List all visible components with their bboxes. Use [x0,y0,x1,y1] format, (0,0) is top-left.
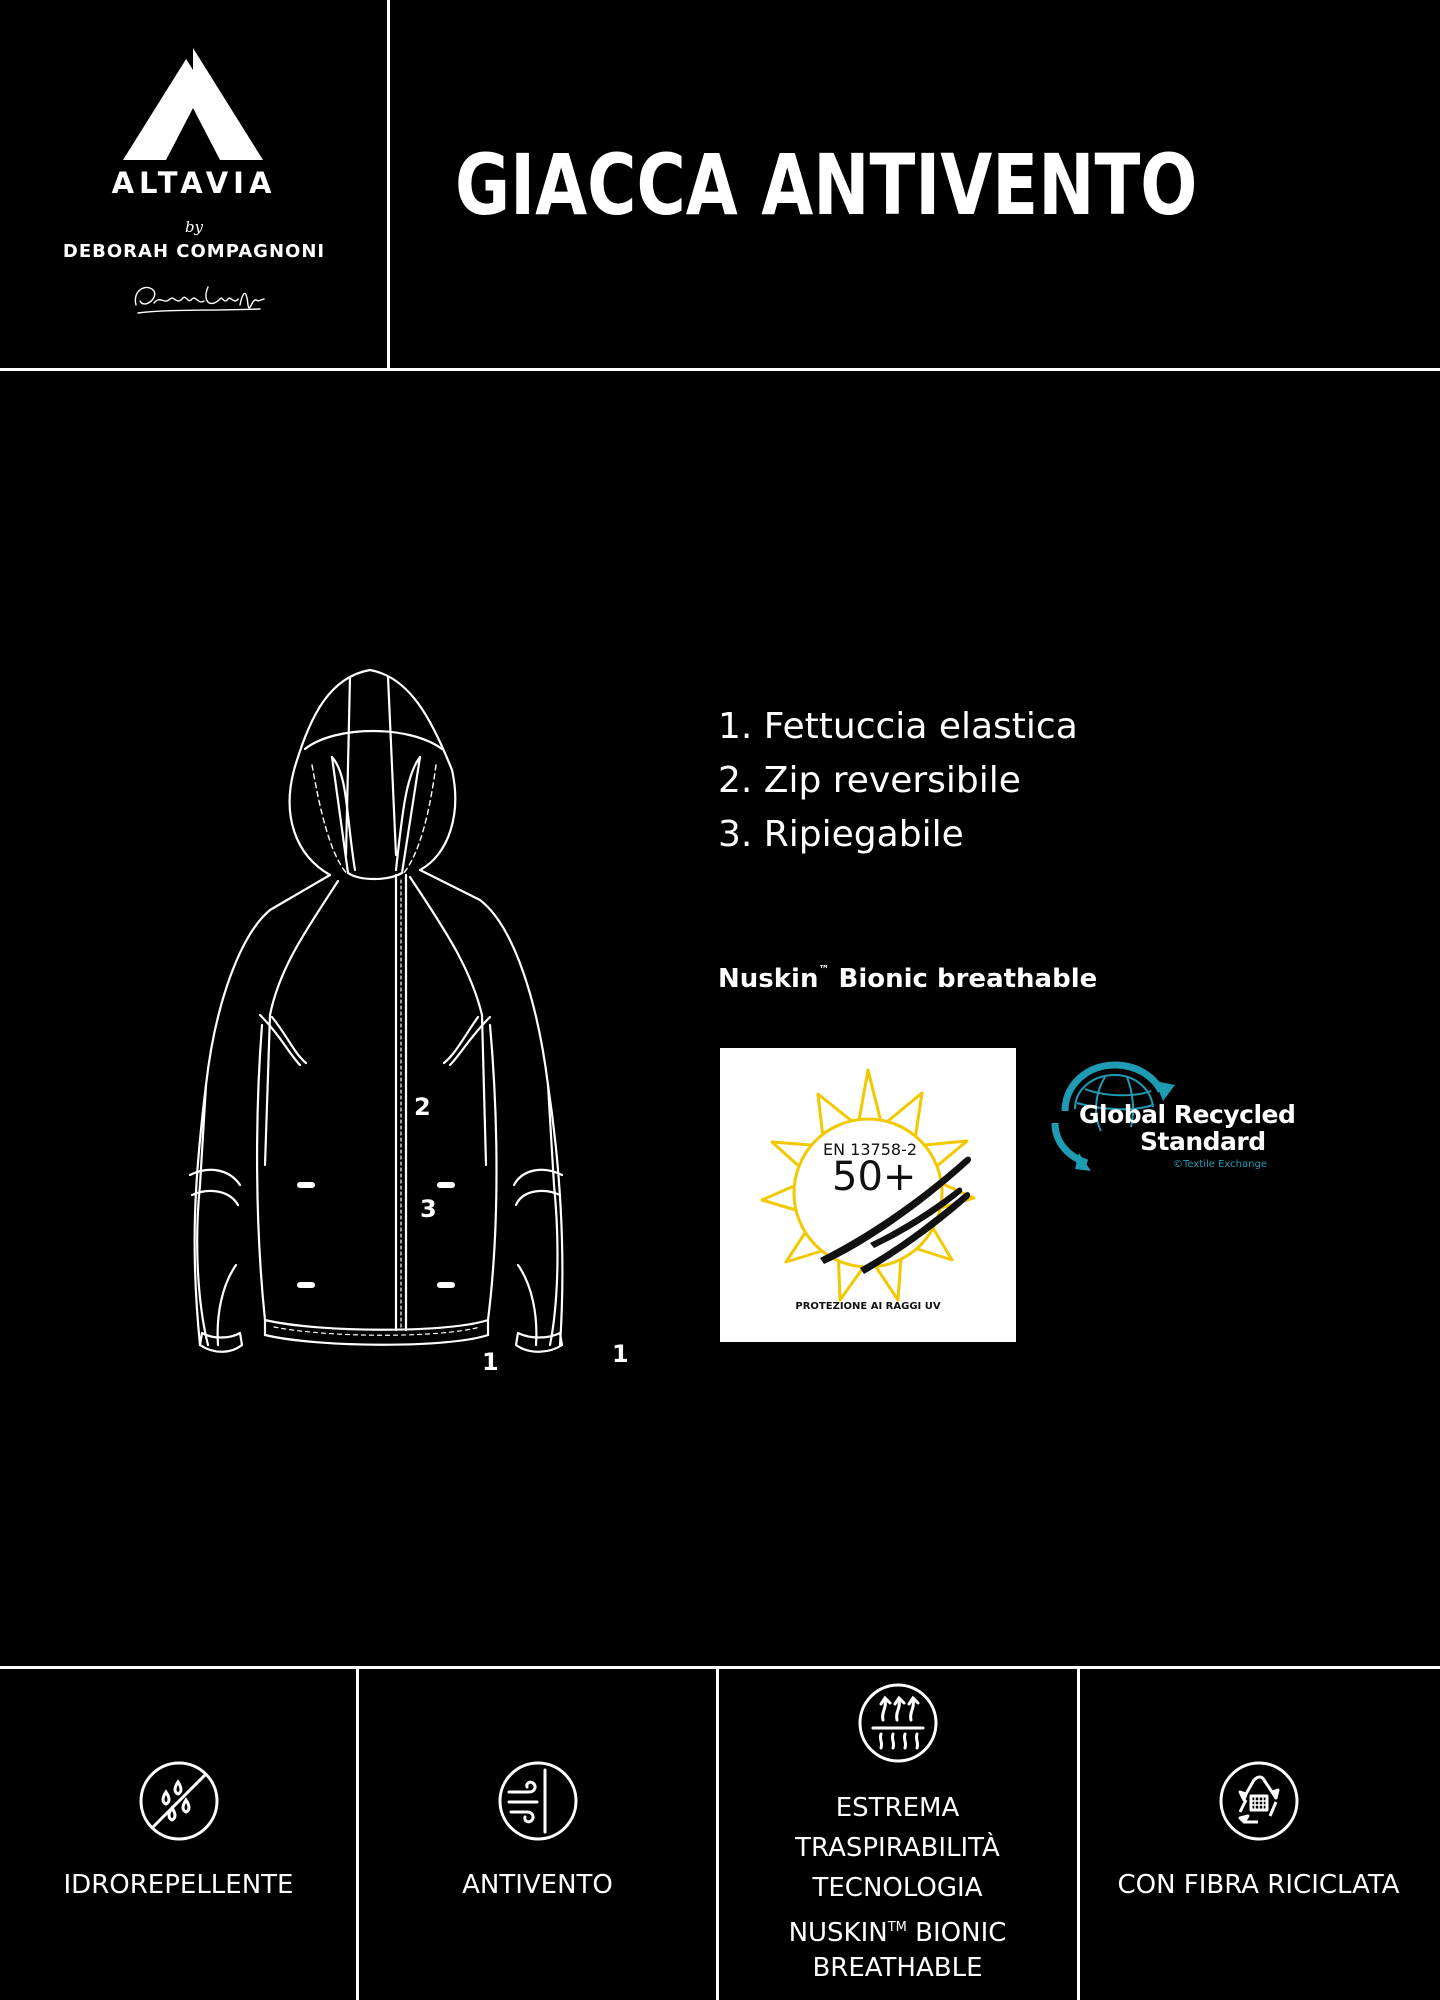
benefit-label-line3: TECNOLOGIA [812,1873,983,1903]
benefits-top-rule [0,1666,1440,1669]
benefit-label-line2: TRASPIRABILITÀ [795,1833,1000,1863]
breathability-icon [857,1682,939,1764]
benefit-label-line1: ESTREMA [835,1793,960,1823]
product-title: GIACCA ANTIVENTO [455,136,1198,234]
benefit-label-tm: TM [887,1920,907,1935]
recycle-icon [1218,1760,1300,1842]
benefit-water-repellent [0,1670,357,2000]
benefit-label: IDROREPELLENTE [63,1870,294,1900]
benefit-label-line5: BREATHABLE [812,1953,983,1983]
grs-line1: Global Recycled [1079,1100,1296,1129]
benefit-label-line4 [719,1908,1076,1953]
feature-elastic-tape: 1. Fettuccia elastica [718,706,1078,747]
uv-caption: PROTEZIONE AI RAGGI UV [795,1301,941,1312]
benefit-recycled-fiber [1080,1670,1437,2000]
benefit-windproof [359,1670,716,2000]
header-divider [387,0,390,370]
grs-logo [1035,1045,1295,1185]
benefit-label: CON FIBRA RICICLATA [1117,1870,1400,1900]
wind-icon [497,1760,579,1842]
uv-rating: 50+ [832,1154,917,1200]
designer-name: DEBORAH COMPAGNONI [62,241,326,262]
callout-2: 2 [414,1093,431,1121]
benefit-breathability [719,1670,1076,2000]
feature-reversible-zip: 2. Zip reversibile [718,760,1021,801]
callout-1-cuff: 1 [612,1340,629,1368]
water-drops-icon [138,1760,220,1842]
uv-standard: EN 13758-2 [823,1140,918,1159]
benefit-label-nuskin: NUSKIN [788,1918,888,1948]
brand-by: by [184,218,204,236]
designer-signature [130,275,266,320]
technology-name: Nuskin [718,964,819,994]
jacket-technical-drawing [170,665,640,1390]
technology-rest: Bionic breathable [829,964,1098,994]
feature-packable: 3. Ripiegabile [718,814,964,855]
callout-1-hem: 1 [482,1348,499,1376]
brand-name: ALTAVIA [111,166,277,200]
grs-credit: ©Textile Exchange [1173,1159,1267,1170]
altavia-logo-mark [123,48,263,160]
trademark-mark: ™ [818,963,830,976]
uv-protection-badge [720,1048,1016,1342]
benefit-label-bionic: BIONIC [906,1918,1007,1948]
grs-line2: Standard [1140,1127,1266,1156]
brand-block [0,0,388,368]
technology-label [718,963,1097,994]
callout-3: 3 [420,1195,437,1223]
header-bottom-rule [0,368,1440,371]
benefit-label: ANTIVENTO [462,1870,613,1900]
